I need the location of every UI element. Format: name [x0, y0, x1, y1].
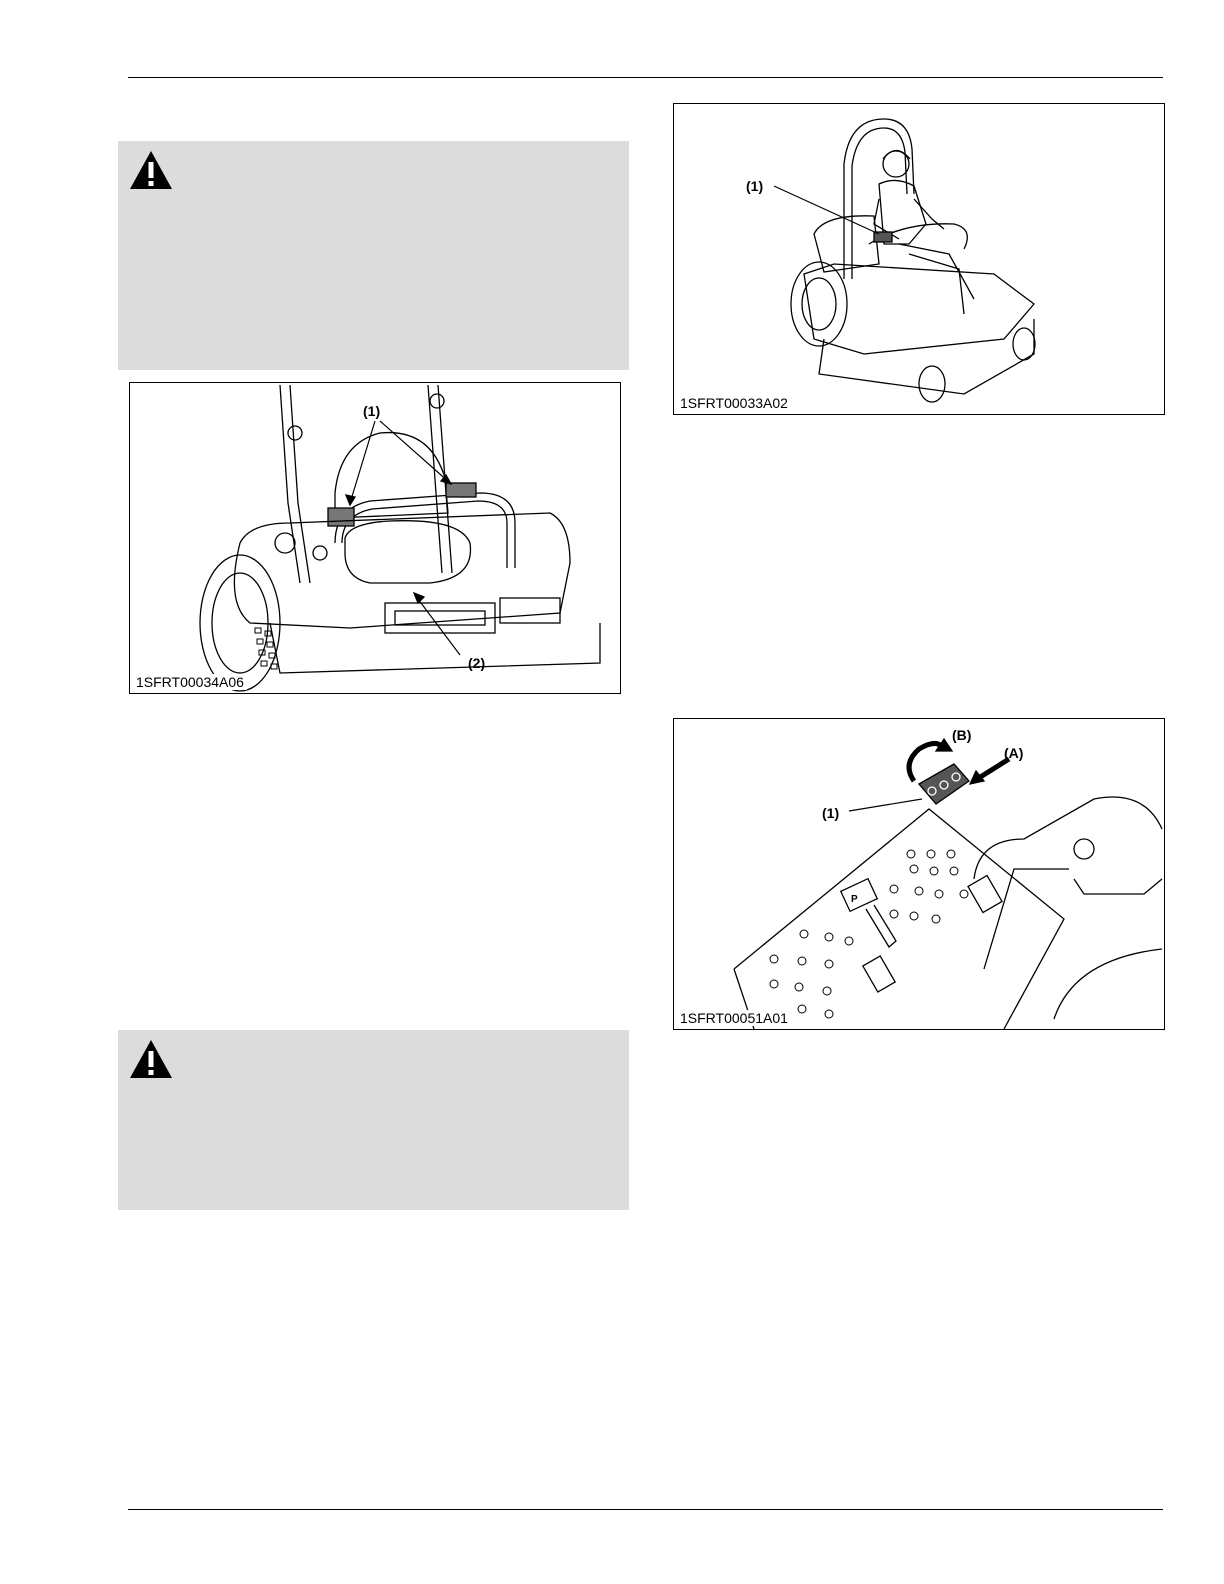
warning-box-1 — [118, 141, 629, 370]
pedal-detail-illustration — [674, 719, 1164, 1029]
callout-A: (A) — [1004, 745, 1024, 761]
footer-rule — [128, 1509, 1163, 1510]
mower-rear-illustration — [130, 383, 620, 693]
callout-1: (1) — [746, 178, 764, 194]
svg-text:P: P — [851, 894, 858, 905]
figure-code: 1SFRT00033A02 — [680, 395, 791, 411]
operator-mower-illustration — [674, 104, 1164, 414]
callout-1: (1) — [822, 805, 840, 821]
warning-triangle-icon — [128, 1038, 174, 1080]
figure-operator-seated — [673, 103, 1165, 415]
figure-code: 1SFRT00034A06 — [136, 674, 247, 690]
callout-2: (2) — [468, 655, 486, 671]
callout-B: (B) — [952, 727, 972, 743]
header-rule — [128, 77, 1163, 78]
warning-box-2 — [118, 1030, 629, 1210]
figure-mower-rear — [129, 382, 621, 694]
figure-pedal-detail — [673, 718, 1165, 1030]
warning-triangle-icon — [128, 149, 174, 191]
figure-code: 1SFRT00051A01 — [680, 1010, 791, 1026]
callout-1: (1) — [363, 403, 381, 419]
